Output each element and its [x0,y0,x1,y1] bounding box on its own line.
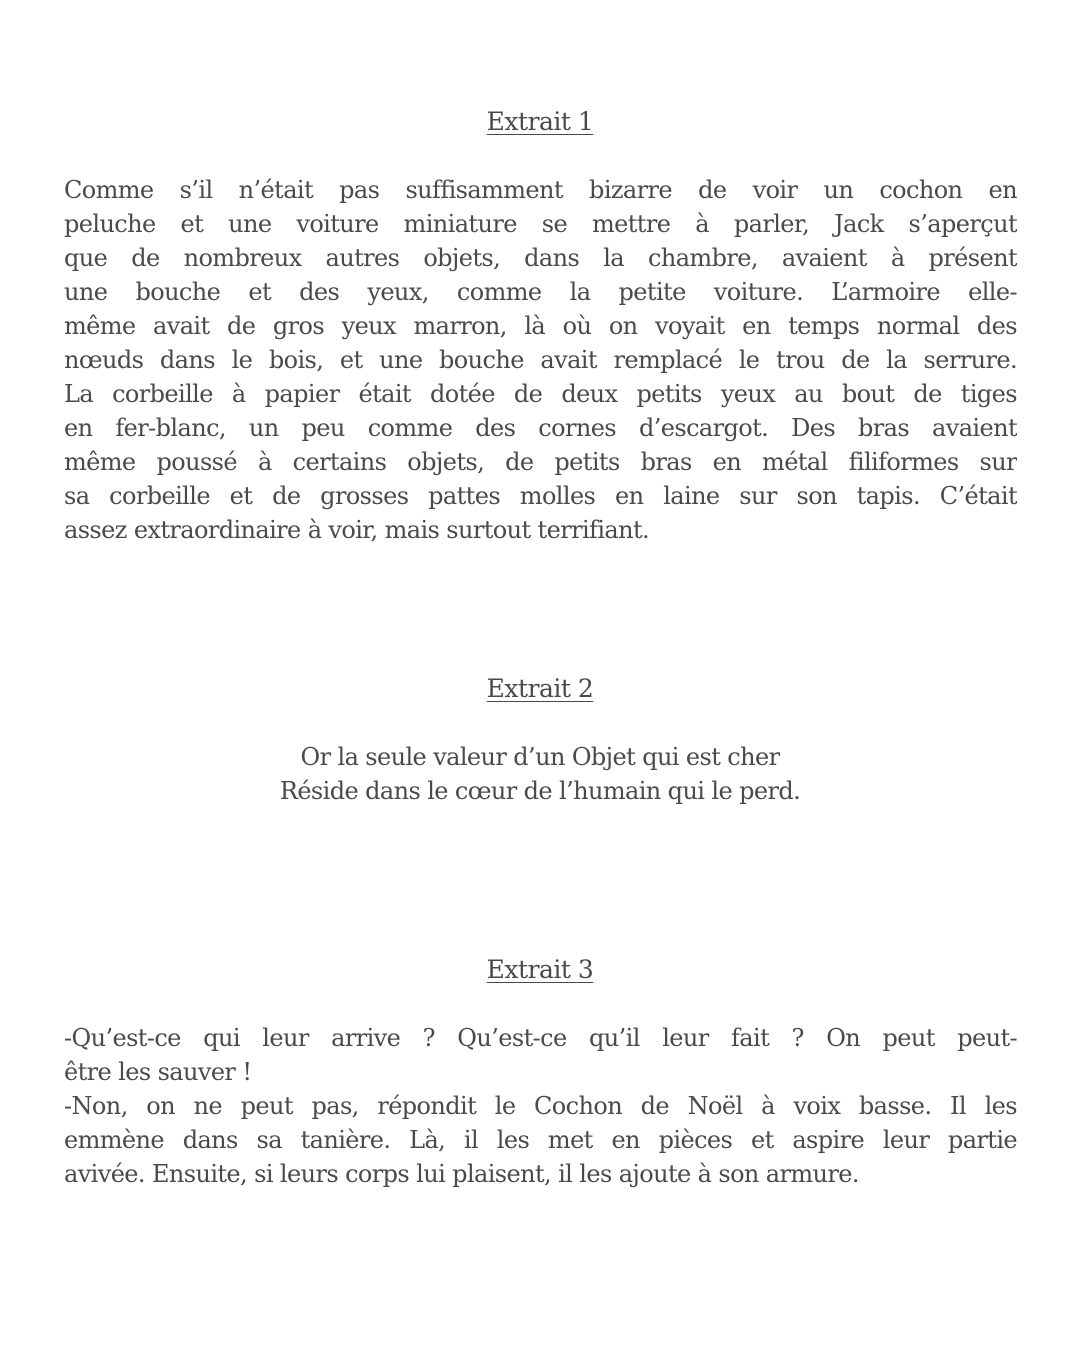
text-line: sa corbeille et de grosses pattes molles en laine sur son tapis. C’était [64,482,1017,510]
text-line: avivée. Ensuite, si leurs corps lui plaisent, il les ajoute à son armure. [64,1160,859,1188]
text-line: emmène dans sa tanière. Là, il les met en pièces et aspire leur partie [64,1126,1017,1154]
excerpt-2-title: Extrait 2 [486,674,594,703]
verse-line: Réside dans le cœur de l’humain qui le perd. [279,777,801,805]
text-line: assez extraordinaire à voir, mais surtout terrifiant. [64,516,650,544]
text-line: même poussé à certains objets, de petits bras en métal filiformes sur [64,448,1017,476]
text-line: une bouche et des yeux, comme la petite voiture. L’armoire elle- [64,278,1017,306]
text-line: -Qu’est-ce qui leur arrive ? Qu’est-ce qu’il leur fait ? On peut peut- [64,1024,1017,1052]
text-line: que de nombreux autres objets, dans la chambre, avaient à présent [64,244,1017,272]
text-line: Comme s’il n’était pas suffisamment bizarre de voir un cochon en [64,176,1017,204]
excerpt-3-title: Extrait 3 [486,955,594,984]
text-line: peluche et une voiture miniature se mettre à parler, Jack s’aperçut [64,210,1017,238]
excerpt-1-title: Extrait 1 [486,107,594,136]
text-line: -Non, on ne peut pas, répondit le Cochon de Noël à voix basse. Il les [64,1092,1017,1120]
text-line: La corbeille à papier était dotée de deux petits yeux au bout de tiges [64,380,1017,408]
text-line: même avait de gros yeux marron, là où on voyait en temps normal des [64,312,1017,340]
excerpt-2-body [0,740,1080,808]
text-line: en fer-blanc, un peu comme des cornes d’escargot. Des bras avaient [64,414,1017,442]
verse-line: Or la seule valeur d’un Objet qui est cher [300,743,780,771]
text-line: être les sauver ! [64,1058,252,1086]
excerpt-1-body [64,173,1017,547]
excerpt-3-body [64,1021,1017,1191]
text-line: nœuds dans le bois, et une bouche avait remplacé le trou de la serrure. [64,346,1017,374]
